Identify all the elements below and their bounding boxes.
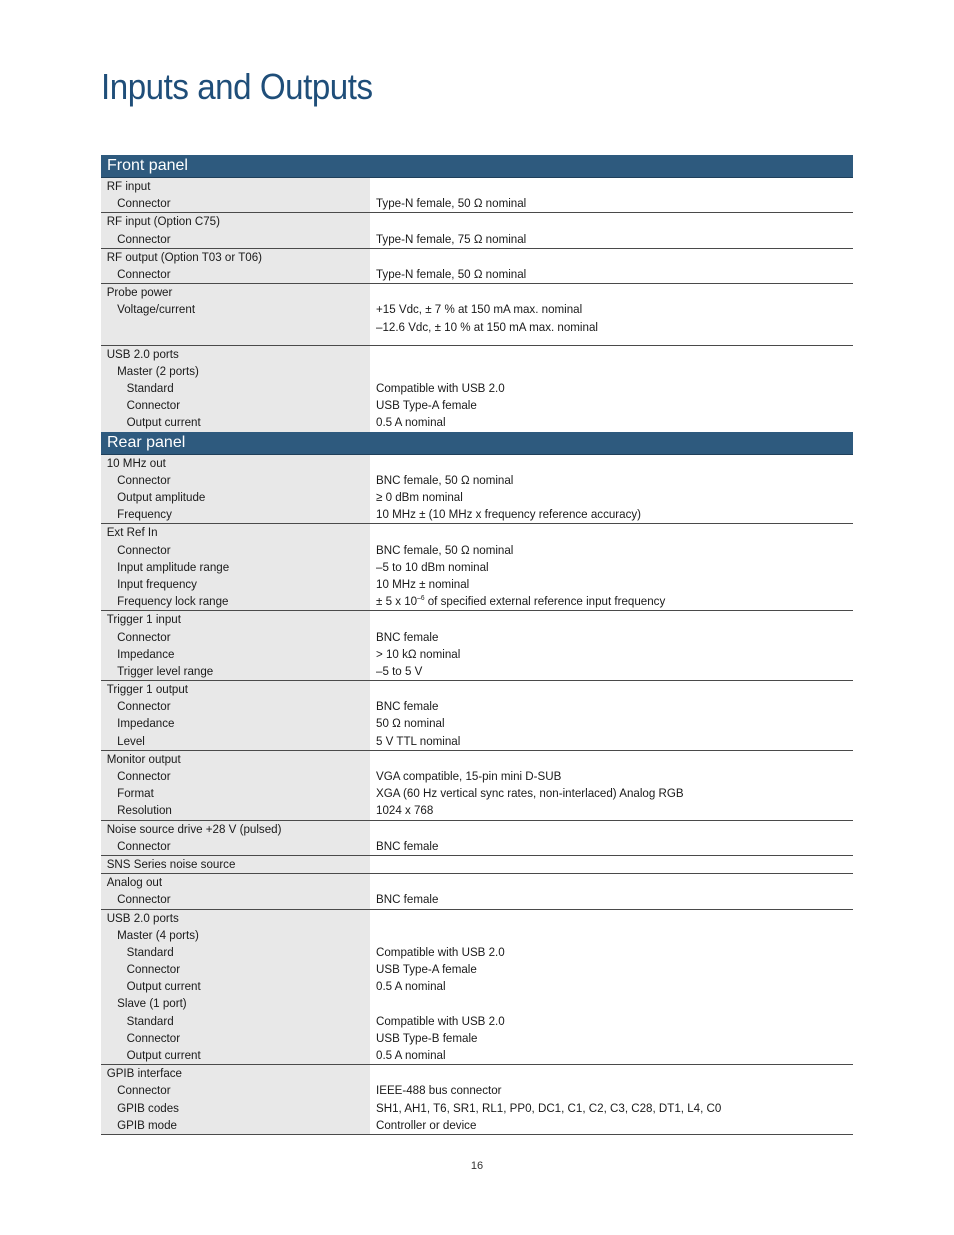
spec-label: Connector — [117, 196, 171, 211]
spec-value-column — [370, 681, 853, 750]
spec-value-text: ± 5 x 10 — [376, 594, 418, 609]
spec-value: 5 V TTL nominal — [376, 733, 461, 748]
spec-value-column — [370, 910, 853, 1065]
spec-value: Compatible with USB 2.0 — [376, 944, 505, 959]
spec-value-column — [370, 346, 853, 432]
spec-group — [101, 284, 853, 346]
spec-label: 10 MHz out — [106, 455, 166, 470]
spec-value: BNC female — [376, 838, 439, 853]
spec-value: USB Type-B female — [376, 1030, 478, 1045]
spec-value — [376, 856, 829, 873]
spec-value: USB Type-A female — [376, 962, 477, 977]
spec-group — [101, 874, 853, 909]
spec-label: USB 2.0 ports — [106, 346, 179, 361]
spec-label: SNS Series noise source — [106, 856, 236, 871]
spec-value — [376, 455, 829, 472]
spec-label-column — [101, 856, 370, 873]
spec-value: > 10 kΩ nominal — [376, 646, 461, 661]
spec-label: Format — [117, 786, 154, 801]
spec-label: Master (4 ports) — [117, 927, 199, 942]
spec-group — [101, 346, 853, 432]
spec-label: Connector — [117, 629, 171, 644]
spec-group — [101, 910, 853, 1066]
spec-label: Connector — [117, 472, 171, 487]
spec-value: SH1, AH1, T6, SR1, RL1, PP0, DC1, C1, C2, C3, C28, DT1, L4, C0 — [376, 1100, 722, 1115]
spec-label-column — [101, 751, 370, 820]
spec-group — [101, 455, 853, 525]
spec-label: Trigger level range — [117, 663, 214, 678]
spec-label: Trigger 1 output — [106, 682, 189, 697]
spec-label: Input frequency — [117, 576, 197, 591]
spec-value-column — [370, 249, 853, 283]
spec-value-column — [370, 213, 853, 247]
spec-value: BNC female, 50 Ω nominal — [376, 542, 514, 557]
spec-label-column — [101, 346, 370, 432]
section-header: Front panel — [101, 155, 853, 178]
spec-label-column — [101, 1065, 370, 1134]
spec-label: USB 2.0 ports — [106, 910, 179, 925]
spec-value: ≥ 0 dBm nominal — [376, 490, 463, 504]
spec-label: Ext Ref In — [106, 525, 158, 540]
spec-value: 10 MHz ± (10 MHz x frequency reference accuracy) — [376, 507, 642, 522]
spec-value: 0.5 A nominal — [376, 979, 446, 994]
spec-value-suffix: of specified external reference input frequency — [424, 594, 666, 609]
spec-label: Connector — [117, 769, 171, 783]
spec-value: Type-N female, 50 Ω nominal — [376, 266, 527, 281]
spec-value: –12.6 Vdc, ± 10 % at 150 mA max. nominal — [376, 319, 598, 334]
spec-group — [101, 213, 853, 248]
spec-value: –5 to 10 dBm nominal — [376, 559, 489, 574]
spec-label: Connector — [126, 1030, 181, 1045]
spec-value — [376, 874, 829, 891]
spec-label: Connector — [117, 699, 171, 714]
spec-label-column — [101, 284, 370, 345]
spec-value-column — [370, 284, 853, 345]
spec-value: BNC female, 50 Ω nominal — [376, 472, 514, 487]
spec-value-column — [370, 611, 853, 680]
spec-group — [101, 611, 853, 681]
spec-label: RF input — [106, 179, 151, 193]
spec-label: Standard — [126, 381, 174, 396]
spec-value: VGA compatible, 15-pin mini D-SUB — [376, 769, 562, 783]
spec-label-column — [101, 249, 370, 283]
spec-label: RF output (Option T03 or T06) — [106, 249, 263, 264]
spec-value: IEEE-488 bus connector — [376, 1083, 502, 1098]
spec-label: Voltage/current — [117, 302, 196, 317]
spec-label: Connector — [117, 266, 171, 281]
spec-value — [376, 611, 829, 628]
spec-label: GPIB mode — [117, 1117, 177, 1132]
spec-label: Input amplitude range — [117, 559, 230, 574]
spec-value-column — [370, 856, 853, 873]
spec-value: Type-N female, 50 Ω nominal — [376, 196, 527, 211]
spec-label: Connector — [117, 892, 171, 907]
spec-label: Trigger 1 input — [106, 612, 181, 627]
spec-label: Level — [117, 733, 145, 748]
spec-label: Connector — [117, 231, 171, 246]
spec-label-column — [101, 821, 370, 855]
spec-group — [101, 681, 853, 751]
spec-value-column — [370, 455, 853, 524]
spec-label-column — [101, 213, 370, 247]
spec-value: Compatible with USB 2.0 — [376, 381, 505, 396]
spec-value: 10 MHz ± nominal — [376, 576, 470, 591]
spec-value-column — [370, 178, 853, 212]
page-number: 16 — [470, 1160, 484, 1172]
spec-value — [376, 524, 829, 541]
spec-value — [376, 346, 829, 363]
spec-label: Connector — [117, 838, 171, 853]
spec-value — [376, 751, 829, 768]
spec-label: Connector — [117, 1083, 171, 1098]
spec-value-column — [370, 874, 853, 908]
spec-value: 0.5 A nominal — [376, 415, 446, 430]
spec-label: Frequency lock range — [117, 594, 229, 609]
spec-label: RF input (Option C75) — [106, 214, 220, 229]
spec-value: USB Type-A female — [376, 398, 477, 413]
spec-value: BNC female — [376, 699, 439, 714]
spec-label: Slave (1 port) — [117, 996, 187, 1011]
spec-value-column — [370, 751, 853, 820]
spec-label-column — [101, 874, 370, 908]
spec-value: –5 to 5 V — [376, 663, 423, 678]
spec-value — [376, 213, 829, 230]
section-header: Rear panel — [101, 432, 853, 455]
spec-label: GPIB codes — [117, 1100, 179, 1115]
spec-label-column — [101, 681, 370, 750]
page-title: Inputs and Outputs — [101, 66, 373, 107]
spec-group — [101, 1065, 853, 1135]
spec-value — [376, 249, 829, 266]
spec-value — [376, 995, 829, 1012]
spec-label-column — [101, 611, 370, 680]
spec-label: Output current — [126, 1048, 201, 1062]
spec-label-column — [101, 178, 370, 212]
spec-label: Standard — [126, 944, 174, 959]
spec-value — [376, 178, 829, 195]
spec-label-column — [101, 524, 370, 610]
spec-value: 0.5 A nominal — [376, 1048, 446, 1062]
spec-label: Analog out — [106, 875, 163, 890]
spec-value — [376, 1065, 829, 1082]
spec-value-column — [370, 1065, 853, 1134]
spec-label-column — [101, 910, 370, 1065]
spec-label: Frequency — [117, 507, 172, 522]
spec-group — [101, 249, 853, 284]
spec-label: Connector — [117, 542, 171, 557]
spec-value: 1024 x 768 — [376, 803, 434, 818]
spec-value — [376, 821, 829, 838]
spec-label: Output current — [126, 979, 201, 994]
spec-label — [101, 319, 357, 336]
spec-group — [101, 751, 853, 821]
spec-label: Master (2 ports) — [117, 363, 199, 378]
spec-label: Output current — [126, 415, 201, 430]
spec-group — [101, 856, 853, 874]
spec-value: Compatible with USB 2.0 — [376, 1013, 505, 1028]
spec-value — [376, 363, 829, 380]
spec-value-column — [370, 821, 853, 855]
spec-label-column — [101, 455, 370, 524]
spec-label: Connector — [126, 398, 181, 413]
spec-value: Controller or device — [376, 1117, 477, 1132]
spec-label: Noise source drive +28 V (pulsed) — [106, 821, 282, 836]
specifications-table — [101, 155, 853, 1135]
spec-label: Impedance — [117, 646, 175, 661]
spec-value: +15 Vdc, ± 7 % at 150 mA max. nominal — [376, 302, 583, 317]
spec-label: GPIB interface — [106, 1066, 183, 1081]
spec-value-column — [370, 524, 853, 610]
spec-label: Impedance — [117, 716, 175, 731]
spec-value: BNC female — [376, 892, 439, 907]
spec-group — [101, 178, 853, 213]
spec-group — [101, 524, 853, 611]
spec-value: 50 Ω nominal — [376, 716, 445, 731]
spec-value — [376, 927, 829, 944]
spec-label: Connector — [126, 962, 181, 977]
spec-label: Output amplitude — [117, 490, 206, 504]
spec-label: Standard — [126, 1013, 174, 1028]
spec-value: Type-N female, 75 Ω nominal — [376, 231, 527, 246]
spec-label: Probe power — [106, 285, 173, 300]
spec-value — [376, 284, 829, 301]
spec-value — [376, 910, 829, 927]
spec-group — [101, 821, 853, 856]
spec-value: BNC female — [376, 629, 439, 644]
spec-value — [376, 593, 829, 610]
spec-label: Monitor output — [106, 751, 181, 766]
spec-label: Resolution — [117, 803, 172, 818]
spec-value: XGA (60 Hz vertical sync rates, non-interlaced) Analog RGB — [376, 786, 684, 801]
spec-value — [376, 681, 829, 698]
spec-value-exponent: –6 — [417, 595, 425, 603]
